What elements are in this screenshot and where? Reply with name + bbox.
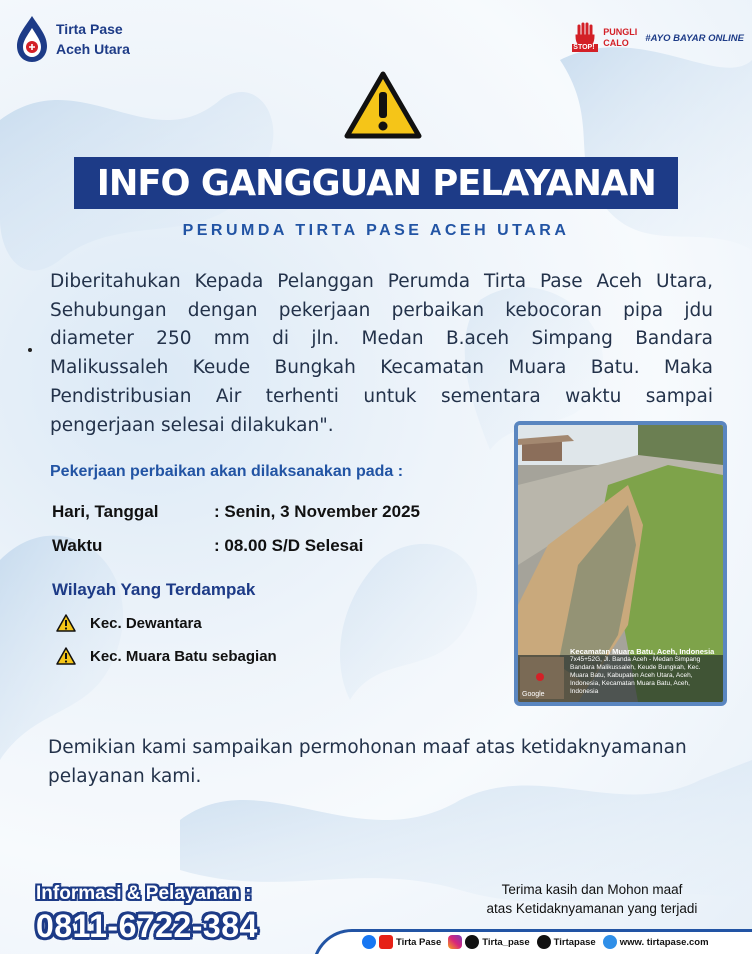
stop-hand-icon — [571, 22, 601, 54]
page-title: INFO GANGGUAN PELAYANAN — [96, 162, 656, 204]
social-instagram-x[interactable] — [448, 935, 529, 949]
brand-logo — [14, 14, 130, 64]
globe-icon[interactable] — [603, 935, 617, 949]
affected-area-label: Kec. Muara Batu sebagian — [90, 647, 277, 665]
closing-paragraph: Demikian kami sampaikan permohonan maaf atas ketidaknyamanan pelayanan kami. — [48, 737, 687, 787]
social-links — [362, 935, 716, 949]
notice-line: Sehubungan dengan pekerjaan perbaikan kebocoran pipa jdu — [50, 299, 713, 321]
brand-line-1: Tirta Pase — [56, 21, 123, 37]
notice-line: pengerjaan selesai dilakukan". — [50, 414, 334, 436]
social-tiktok[interactable] — [537, 935, 596, 949]
facebook-icon[interactable] — [362, 935, 376, 949]
contact-phone-number[interactable]: 0811-6722-384 — [36, 908, 258, 944]
schedule-time-row — [52, 536, 363, 556]
affected-area-label: Kec. Dewantara — [90, 614, 202, 632]
title-banner — [74, 157, 678, 209]
social-website[interactable] — [603, 935, 709, 949]
thanks-line-2: atas Ketidaknyamanan yang terjadi — [486, 901, 698, 916]
schedule-heading: Pekerjaan perbaikan akan dilaksanakan pada : — [50, 463, 404, 480]
website-url: www. tirtapase.com — [619, 936, 709, 948]
contact-label: Informasi & Pelayanan : — [36, 883, 252, 904]
youtube-icon[interactable] — [379, 935, 393, 949]
brand-line-2: Aceh Utara — [56, 41, 130, 57]
warning-small-icon — [56, 647, 76, 665]
tiktok-icon[interactable] — [537, 935, 551, 949]
notice-line: Malikussaleh Keude Bungkah Kecamatan Muara Batu. Maka — [50, 357, 713, 379]
notice-paragraph — [50, 268, 713, 440]
tiktok-handle: Tirtapase — [553, 936, 596, 948]
instagram-x-handle: Tirta_pase — [482, 936, 530, 948]
thanks-message — [452, 880, 732, 918]
photo-caption-detail: 7x45+52G, Jl. Banda Aceh - Medan Simpang Bandara Malikussaleh, Keude Bungkah, Kec. Muara Batu, Kabupaten Aceh Utara, Aceh, Indonesia, Kecamatan Muara Batu, Aceh, Indonesia — [570, 656, 701, 695]
warning-small-icon — [56, 614, 76, 632]
time-label: Waktu — [52, 536, 103, 555]
google-watermark: Google — [522, 691, 545, 698]
date-label: Hari, Tanggal — [52, 502, 159, 521]
pungli-text: PUNGLI — [603, 27, 638, 37]
pay-online-hashtag: #AYO BAYAR ONLINE — [645, 32, 744, 44]
affected-area-item — [56, 647, 277, 665]
thanks-line-1: Terima kasih dan Mohon maaf — [501, 882, 683, 897]
calo-text: CALO — [603, 38, 629, 48]
notice-line: diameter 250 mm di jln. Medan B.aceh Simpang Bandara — [50, 328, 713, 350]
notice-line: Diberitahukan Kepada Pelanggan Perumda Tirta Pase Aceh Utara, — [50, 271, 713, 292]
photo-caption — [570, 648, 719, 696]
anti-pungli-badge — [571, 22, 744, 54]
site-photo — [514, 421, 727, 706]
instagram-icon[interactable] — [448, 935, 462, 949]
time-value: : 08.00 S/D Selesai — [214, 536, 364, 555]
x-icon[interactable] — [465, 935, 479, 949]
warning-triangle-icon — [343, 70, 423, 142]
affected-area-item — [56, 614, 202, 632]
social-facebook-youtube[interactable] — [362, 935, 441, 949]
schedule-date-row — [52, 502, 420, 522]
affected-area-heading: Wilayah Yang Terdampak — [52, 580, 256, 599]
bullet-dot — [28, 348, 32, 352]
stop-text: STOP! — [573, 44, 595, 51]
date-value: : Senin, 3 November 2025 — [214, 502, 420, 521]
water-drop-logo-icon — [14, 14, 50, 64]
notice-line: Pendistribusian Air terhenti untuk sementara waktu sampai — [50, 385, 713, 407]
facebook-youtube-handle: Tirta Pase — [396, 936, 442, 948]
page-subtitle: PERUMDA TIRTA PASE ACEH UTARA — [182, 222, 570, 239]
photo-caption-title: Kecamatan Muara Batu, Aceh, Indonesia — [570, 647, 715, 656]
